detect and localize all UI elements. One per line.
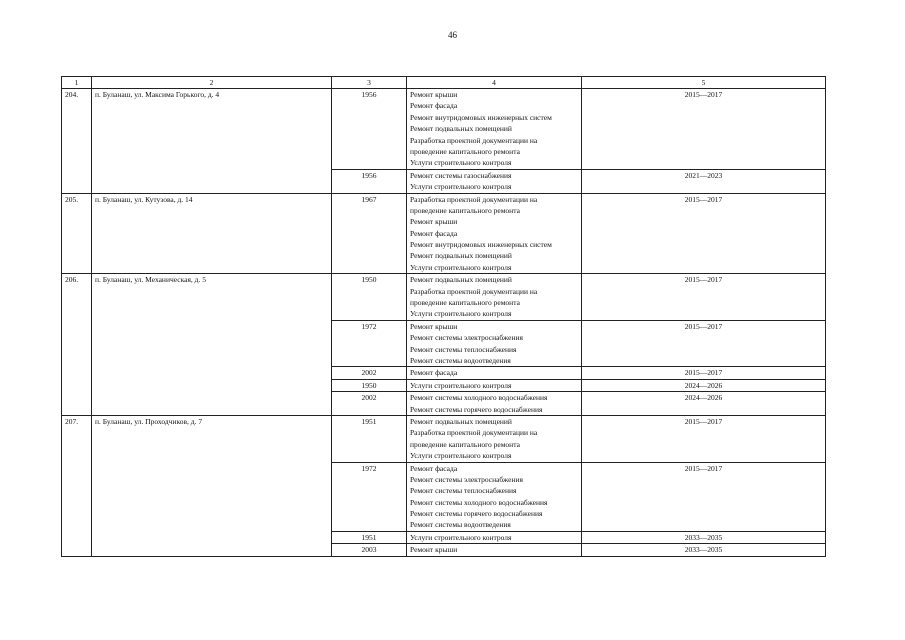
work-item: Ремонт фасада <box>410 228 458 238</box>
work-item: Ремонт системы водоотведения <box>410 355 511 365</box>
record-address: п. Буланаш, ул. Проходчиков, д. 7 <box>92 415 332 556</box>
work-item: Ремонт крыши <box>410 321 458 331</box>
repair-period: 2015—2017 <box>582 462 826 531</box>
works-list <box>407 320 582 367</box>
build-year: 2003 <box>332 544 407 556</box>
record-number: 204. <box>62 89 92 194</box>
work-item: Ремонт подвальных помещений <box>410 251 512 261</box>
repair-schedule-table <box>61 76 826 557</box>
build-year: 2002 <box>332 367 407 379</box>
work-item: Услуги строительного контроля <box>410 309 512 319</box>
work-item: Ремонт системы теплоснабжения <box>410 344 517 354</box>
record-number: 205. <box>62 193 92 274</box>
build-year: 1951 <box>332 531 407 543</box>
build-year: 1951 <box>332 415 407 462</box>
header-col-4: 4 <box>407 77 582 89</box>
work-item: Разработка проектной документации на <box>410 194 538 204</box>
table-row <box>62 193 826 274</box>
work-item: Разработка проектной документации на <box>410 135 538 145</box>
record-number: 206. <box>62 274 92 416</box>
header-row <box>62 77 826 89</box>
build-year: 1956 <box>332 89 407 170</box>
page-number: 46 <box>448 30 457 40</box>
work-item: Ремонт системы водоотведения <box>410 520 511 530</box>
works-list <box>407 367 582 379</box>
table-row <box>62 274 826 321</box>
works-list <box>407 415 582 462</box>
work-item: Разработка проектной документации на <box>410 428 538 438</box>
work-item: Услуги строительного контроля <box>410 262 512 272</box>
repair-period: 2015—2017 <box>582 193 826 274</box>
works-list <box>407 274 582 321</box>
repair-period: 2033—2035 <box>582 544 826 556</box>
repair-period: 2021—2023 <box>582 169 826 193</box>
works-list <box>407 169 582 193</box>
build-year: 2002 <box>332 392 407 416</box>
record-number: 207. <box>62 415 92 556</box>
repair-period: 2015—2017 <box>582 89 826 170</box>
work-item: Ремонт внутридомовых инженерных систем <box>410 240 552 250</box>
header-col-5: 5 <box>582 77 826 89</box>
work-item: Ремонт системы холодного водоснабжения <box>410 393 548 403</box>
record-address: п. Буланаш, ул. Кутузова, д. 14 <box>92 193 332 274</box>
work-item: Ремонт фасада <box>410 463 458 473</box>
table-row <box>62 89 826 170</box>
work-item: Ремонт системы электроснабжения <box>410 474 523 484</box>
build-year: 1972 <box>332 320 407 367</box>
header-col-2: 2 <box>92 77 332 89</box>
work-item: Ремонт системы теплоснабжения <box>410 486 517 496</box>
repair-period: 2015—2017 <box>582 274 826 321</box>
work-item: Ремонт крыши <box>410 90 458 99</box>
works-list <box>407 89 582 170</box>
work-item: Ремонт внутридомовых инженерных систем <box>410 112 552 122</box>
build-year: 1967 <box>332 193 407 274</box>
work-item: проведение капитального ремонта <box>410 439 520 449</box>
work-item: Услуги строительного контроля <box>410 380 512 390</box>
work-item: Разработка проектной документации на <box>410 286 538 296</box>
record-address: п. Буланаш, ул. Механическая, д. 5 <box>92 274 332 416</box>
work-item: Ремонт фасада <box>410 101 458 111</box>
header-col-1: 1 <box>62 77 92 89</box>
work-item: Ремонт подвальных помещений <box>410 124 512 134</box>
record-address: п. Буланаш, ул. Максима Горького, д. 4 <box>92 89 332 194</box>
table-body <box>62 89 826 557</box>
repair-period: 2015—2017 <box>582 367 826 379</box>
work-item: проведение капитального ремонта <box>410 146 520 156</box>
work-item: Услуги строительного контроля <box>410 182 512 192</box>
build-year: 1950 <box>332 379 407 391</box>
work-item: Ремонт фасада <box>410 368 458 378</box>
work-item: Ремонт крыши <box>410 217 458 227</box>
work-item: Услуги строительного контроля <box>410 532 512 542</box>
work-item: Ремонт системы электроснабжения <box>410 333 523 343</box>
works-list <box>407 379 582 391</box>
works-list <box>407 462 582 531</box>
work-item: Ремонт подвальных помещений <box>410 416 512 426</box>
header-col-3: 3 <box>332 77 407 89</box>
works-list <box>407 531 582 543</box>
work-item: Услуги строительного контроля <box>410 158 512 168</box>
works-list <box>407 193 582 274</box>
work-item: Ремонт системы газоснабжения <box>410 170 512 180</box>
repair-period: 2033—2035 <box>582 531 826 543</box>
work-item: проведение капитального ремонта <box>410 298 520 308</box>
work-item: Услуги строительного контроля <box>410 451 512 461</box>
build-year: 1956 <box>332 169 407 193</box>
repair-period: 2015—2017 <box>582 320 826 367</box>
repair-period: 2015—2017 <box>582 415 826 462</box>
build-year: 1972 <box>332 462 407 531</box>
repair-period: 2024—2026 <box>582 379 826 391</box>
work-item: проведение капитального ремонта <box>410 205 520 215</box>
work-item: Ремонт системы горячего водоснабжения <box>410 404 543 414</box>
build-year: 1950 <box>332 274 407 321</box>
works-list <box>407 544 582 556</box>
works-list <box>407 392 582 416</box>
work-item: Ремонт подвальных помещений <box>410 275 512 285</box>
work-item: Ремонт системы холодного водоснабжения <box>410 497 548 507</box>
work-item: Ремонт крыши <box>410 545 458 555</box>
work-item: Ремонт системы горячего водоснабжения <box>410 509 543 519</box>
table-row <box>62 415 826 462</box>
table-header <box>62 77 826 89</box>
repair-period: 2024—2026 <box>582 392 826 416</box>
